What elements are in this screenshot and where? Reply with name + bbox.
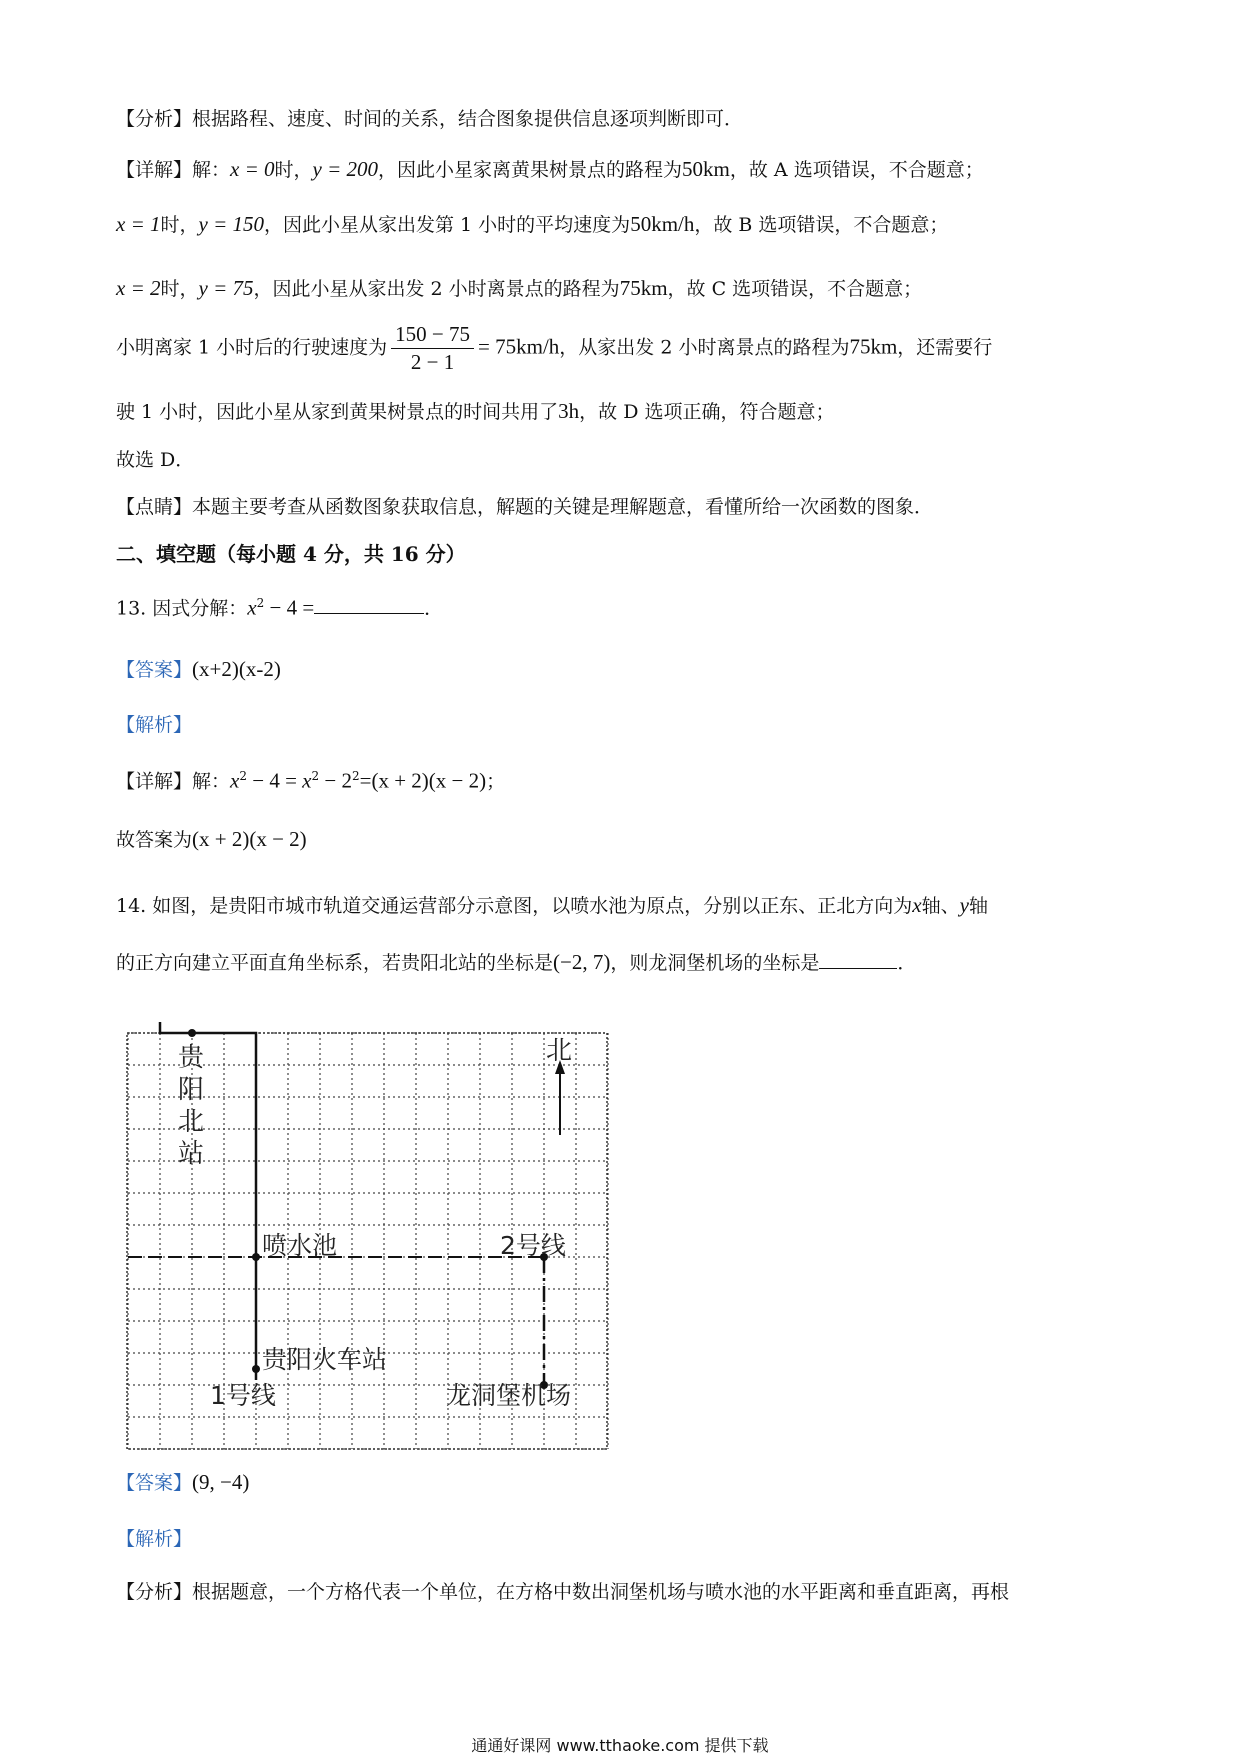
detail-line-4	[116, 324, 992, 373]
analysis-label: 【解析】	[116, 714, 193, 736]
math-y200: y = 200	[312, 157, 379, 181]
answer-label: 【答案】	[116, 659, 193, 681]
text: 故选 D．	[116, 449, 195, 471]
math-coord: (−2, 7)	[553, 950, 611, 974]
answer-14	[116, 1472, 249, 1493]
math-y150: y = 150	[198, 212, 265, 236]
text: ，故 B 选项错误，不合题意；	[694, 214, 949, 236]
q13-label: 13. 因式分解：	[116, 597, 248, 620]
math-75kmh: = 75km/h	[478, 334, 560, 359]
analysis-text: 【分析】根据路程、速度、时间的关系，结合图象提供信息逐项判断即可．	[116, 108, 744, 130]
text: 故答案为	[116, 829, 193, 851]
question-14-line-1	[116, 895, 988, 916]
detail-line-3	[116, 278, 922, 299]
analysis-label: 【解析】	[116, 1528, 193, 1550]
text: ，则龙洞堡机场的坐标是	[610, 952, 820, 974]
answer-blank	[819, 968, 897, 969]
text: ，故 C 选项错误，不合题意；	[667, 278, 923, 300]
airport-label: 龙洞堡机场	[446, 1381, 572, 1410]
station-dot	[252, 1365, 260, 1373]
detail-label: 【详解】解：	[116, 159, 231, 181]
question-14-line-2	[116, 952, 916, 973]
analysis-14-label	[116, 1530, 192, 1549]
math: (x + 2)(x − 2)	[192, 827, 307, 851]
detail-line-2	[116, 214, 948, 235]
text: ．	[897, 952, 917, 974]
detail-line-5	[116, 401, 835, 422]
text: ，还需要行	[897, 336, 993, 359]
text: 时，	[160, 278, 199, 300]
north-label: 北	[546, 1036, 573, 1066]
math-75km: 75km	[849, 334, 898, 359]
fraction-numerator: 150 − 75	[391, 324, 474, 349]
detail-13	[116, 770, 505, 791]
text: 的正方向建立平面直角坐标系，若贵阳北站的坐标是	[116, 952, 554, 974]
answer-label: 【答案】	[116, 1472, 193, 1494]
text: 时，	[160, 214, 199, 236]
text: ，从家出发 2 小时离景点的路程为	[559, 336, 850, 359]
page-footer	[0, 1733, 1240, 1756]
math-75km: 75km	[619, 276, 668, 300]
line-1-track	[160, 1022, 256, 1380]
comment-line	[116, 498, 933, 517]
text: ，因此小星从家出发第 1 小时的平均速度为	[264, 214, 631, 236]
metro-map-figure	[126, 1010, 616, 1455]
answer-value: (9, −4)	[192, 1470, 250, 1494]
detail-line-1	[116, 159, 984, 180]
math-rest: − 4 =	[264, 595, 315, 620]
math: =(x + 2)(x − 2)	[359, 768, 487, 793]
analysis-14-text	[116, 1583, 1009, 1602]
speed-fraction	[391, 324, 474, 373]
math-x2: x = 2	[116, 276, 161, 300]
detail-label: 【详解】解：	[116, 770, 231, 793]
math: − 2	[319, 768, 352, 793]
choose-line	[116, 451, 194, 470]
math-x: x	[247, 595, 257, 620]
math-50km: 50km	[682, 157, 730, 181]
text: 时，	[274, 159, 313, 181]
section-title-text: 二、填空题（每小题 4 分，共 16 分）	[116, 542, 466, 566]
math: − 4 =	[246, 768, 303, 793]
math-y: y	[959, 893, 969, 917]
math-sup: 2	[256, 596, 265, 610]
math-sup: 2	[311, 769, 320, 783]
answer-value: (x+2)(x-2)	[192, 657, 281, 681]
text: ，因此小星家离黄果树景点的路程为	[378, 159, 683, 181]
fountain-label: 喷水池	[262, 1231, 338, 1260]
text: 轴、	[921, 895, 960, 917]
text: 【分析】根据题意，一个方格代表一个单位，在方格中数出洞堡机场与喷水池的水平距离和垂直距离，再根	[116, 1581, 1010, 1603]
text: 【点睛】本题主要考查从函数图象获取信息，解题的关键是理解题意，看懂所给一次函数的图象．	[116, 496, 934, 518]
text: ，因此小星从家出发 2 小时离景点的路程为	[253, 278, 620, 300]
text: ；	[486, 770, 506, 793]
math-3h: 3h	[558, 399, 580, 423]
math-x1: x = 1	[116, 212, 161, 236]
math-x: x	[912, 893, 922, 917]
answer-13	[116, 659, 281, 680]
math-sup: 2	[351, 769, 360, 783]
text: 轴	[968, 895, 988, 917]
guiyang-north-dot	[188, 1029, 196, 1037]
text: ．	[424, 597, 444, 620]
section-title	[116, 544, 466, 564]
text: 驶 1 小时，因此小星从家到黄果树景点的时间共用了	[116, 401, 559, 423]
text: ，故 D 选项正确，符合题意；	[579, 401, 835, 423]
fraction-denominator: 2 − 1	[410, 350, 455, 374]
analysis-13-label	[116, 716, 192, 735]
footer-text: 通通好课网 www.tthaoke.com 提供下载	[471, 1736, 769, 1755]
analysis-line	[116, 110, 743, 129]
math-x: x	[302, 768, 312, 793]
guiyang-north-label: 贵阳北站	[178, 1043, 205, 1169]
final-13	[116, 829, 307, 850]
math-y75: y = 75	[198, 276, 254, 300]
text: 14. 如图，是贵阳市城市轨道交通运营部分示意图，以喷水池为原点，分别以正东、正北方向为	[116, 895, 913, 917]
math-50kmh: 50km/h	[630, 212, 695, 236]
text: 小明离家 1 小时后的行驶速度为	[116, 336, 388, 359]
math-sup: 2	[239, 769, 247, 783]
line-2-label: 2号线	[500, 1231, 566, 1260]
question-13	[116, 597, 443, 618]
station-label: 贵阳火车站	[262, 1345, 388, 1374]
math-x0: x = 0	[230, 157, 275, 181]
fountain-dot	[252, 1253, 260, 1261]
answer-blank	[314, 613, 424, 614]
line-1-label: 1号线	[210, 1381, 276, 1410]
math-x: x	[230, 768, 240, 793]
text: ，故 A 选项错误，不合题意；	[729, 159, 984, 181]
